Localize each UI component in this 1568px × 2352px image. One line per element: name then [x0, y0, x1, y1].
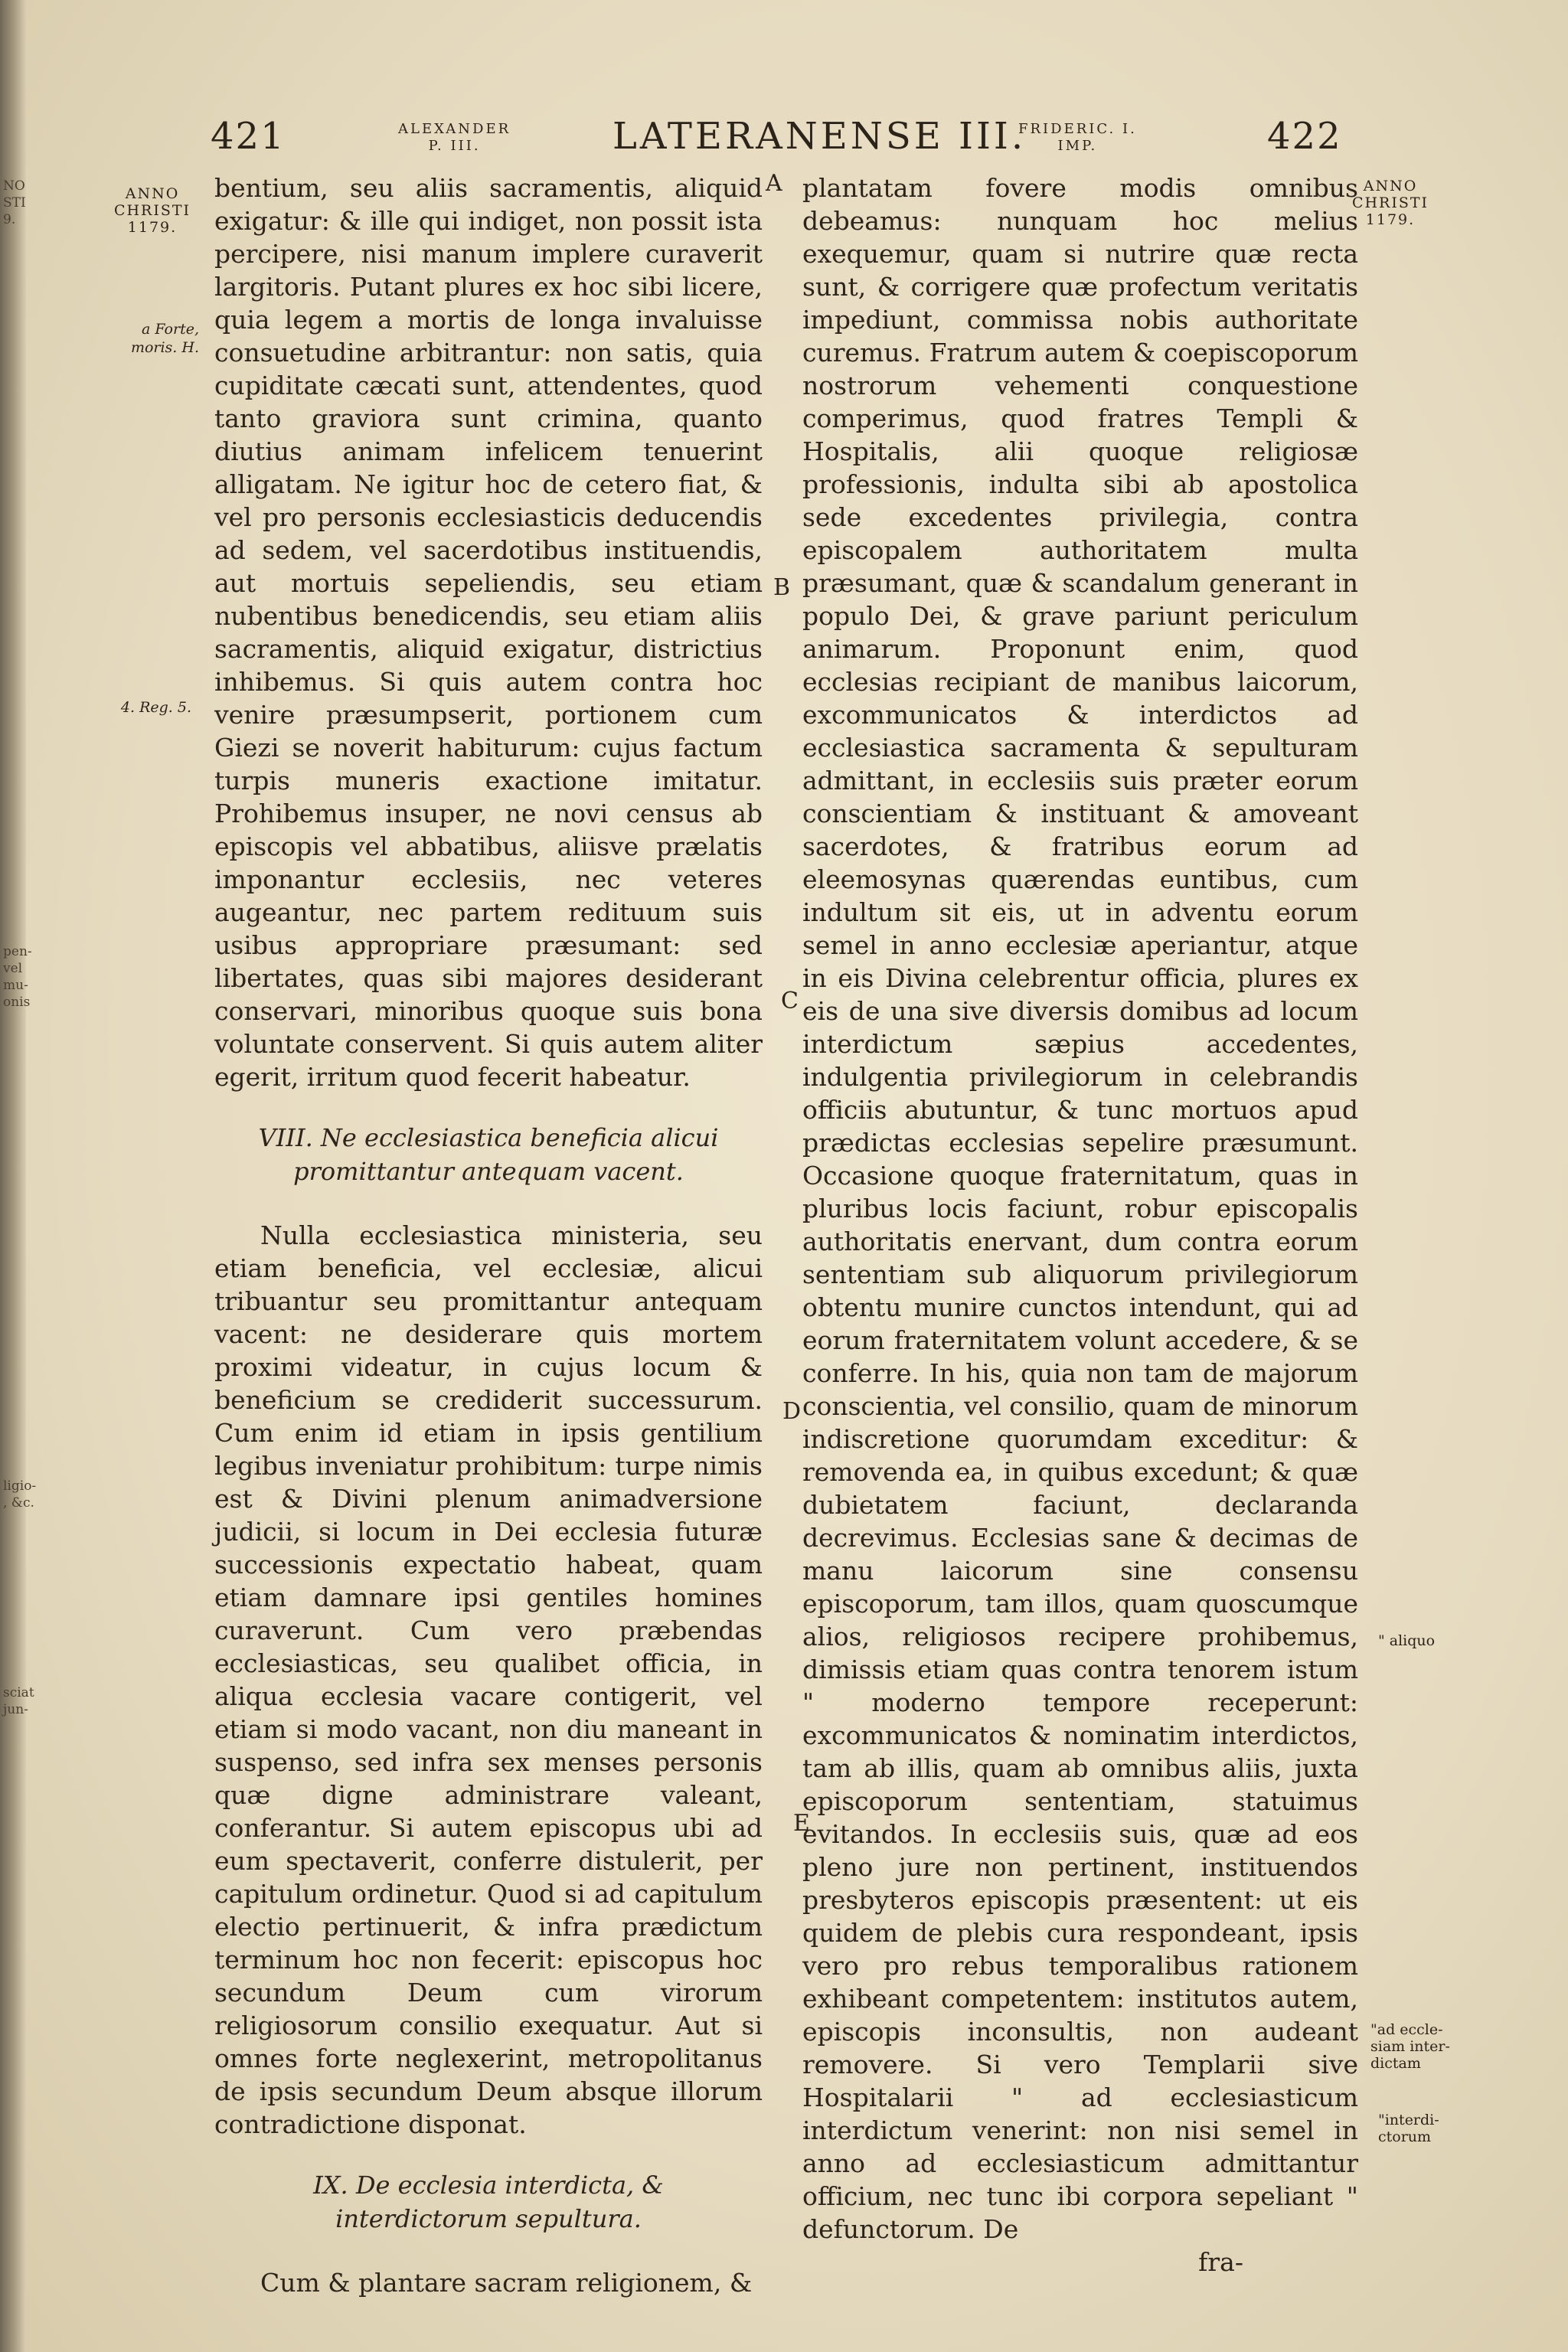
- left-paragraph-1: bentium, seu aliis sacramentis, aliquid exigatur: & ille qui indiget, non possit ista percipere, nisi manum implere curaverit largitoris. Putant plures ex hoc sibi licere, quia legem a mortis de longa invaluisse consuetudine arbitrantur: non satis, quia cupiditate cæcati sunt, attendentes, quod tanto graviora sunt crimina, quanto diutius animam infelicem tenuerint alligatam. Ne igitur hoc de cetero fiat, & vel pro personis ecclesiasticis deducendis ad sedem, vel sacerdotibus instituendis, aut mortuis sepeliendis, seu etiam nubentibus benedicendis, seu etiam aliis sacramentis, aliquid exigatur, districtius inhibemus. Si quis autem contra hoc venire præsumpserit, portionem cum Giezi se noverit habiturum: cujus factum turpis muneris exactione imitatur. Prohibemus insuper, ne novi census ab episcopis vel abbatibus, aliisve prælatis imponantur ecclesiis, nec veteres augeantur, nec partem redituum suis usibus appropriare præsumant: sed libertates, quas sibi majores desiderant conservari, minoribus quoque suis bona voluntate conservent. Si quis autem aliter egerit, irritum quod fecerit habeatur.: [214, 173, 763, 1092]
- margin-anno-left: ANNO CHRISTI 1179.: [113, 185, 191, 236]
- catchword: fra-: [1198, 2247, 1243, 2277]
- prev-page-margin-mid1: pen- vel mu- onis: [3, 944, 32, 1010]
- section-letter-d: D: [782, 1398, 802, 1425]
- chapter-heading-ix: IX. De ecclesia interdicta, & interdictorum sepultura.: [313, 2171, 664, 2233]
- right-column: [802, 172, 1358, 2278]
- margin-note-aliquo: " aliquo: [1378, 1632, 1436, 1649]
- margin-note-interdictorum: "interdi- ctorum: [1378, 2112, 1439, 2145]
- page-number-right: 422: [1267, 115, 1342, 158]
- running-title: LATERANENSE III.: [612, 115, 1027, 158]
- section-letter-a: A: [766, 170, 782, 197]
- margin-note-ad-ecclesiam: "ad eccle- siam inter- dictam: [1370, 2021, 1450, 2072]
- chapter-heading-viii: VIII. Ne ecclesiastica beneficia alicui promittantur antequam vacent.: [258, 1123, 719, 1186]
- running-head-left: ALEXANDER P. III.: [398, 121, 511, 154]
- page-number-left: 421: [211, 115, 286, 158]
- section-letter-b: B: [773, 574, 791, 601]
- left-paragraph-3: Cum & plantare sacram religionem, &: [260, 2268, 753, 2298]
- right-paragraph-1: plantatam fovere modis omnibus debeamus: nunquam hoc melius exequemur, quam si nutrire quæ recta sunt, & corrigere quæ profectum veritatis impediunt, commissa nobis authoritate curemus. Fratrum autem & coepiscoporum nostrorum vehementi conquestione comperimus, quod fratres Templi & Hospitalis, alii quoque religiosæ professionis, indulta sibi ab apostolica sede excedentes privilegia, contra episcopalem authoritatem multa præsumant, quæ & scandalum generant in populo Dei, & grave pariunt periculum animarum. Proponunt enim, quod ecclesias recipiant de manibus laicorum, excommunicatos & interdictos ad ecclesiastica sacramenta & sepulturam admittant, in ecclesiis suis præter eorum conscientiam & instituant & amoveant sacerdotes, & fratribus eorum ad eleemosynas quærendas euntibus, cum indultum sit eis, ut in adventu eorum semel in anno ecclesiæ aperiantur, atque in eis Divina celebrentur officia, plures ex eis de una sive diversis domibus ad locum interdictum sæpius accedentes, indulgentia privilegiorum in celebrandis officiis abutuntur, & tunc mortuos apud prædictas ecclesias sepelire præsumunt. Occasione quoque fraternitatum, quas in pluribus locis faciunt, robur episcopalis authoritatis enervant, dum contra eorum sententiam sub aliquorum privilegiorum obtentu munire cunctos intendunt, qui ad eorum fraternitatem volunt accedere, & se conferre. In his, quia non tam de majorum conscientia, vel consilio, quam de minorum indiscretione quorumdam exceditur: & removenda ea, in quibus excedunt; & quæ dubietatem faciunt, declaranda decrevimus. Ecclesias sane & decimas de manu laicorum sine consensu episcoporum, tam illos, quam quoscumque alios, religiosos recipere prohibemus, dimissis etiam quas contra tenorem istum " moderno tempore receperunt: excommunicatos & nominatim interdictos, tam ab illis, quam ab omnibus aliis, juxta episcoporum sententiam, statuimus evitandos. In ecclesiis suis, quæ ad eos pleno jure non pertinent, instituendos presbyteros episcopis præsentent: ut eis quidem de plebis cura respondeant, ipsis vero pro rebus temporalibus rationem exhibeant competentem: institutos autem, episcopis inconsultis, non audeant removere. Si vero Templarii sive Hospitalarii " ad ecclesiasticum interdictum venerint: non nisi semel in anno ad ecclesiasticum admittantur officium, nec tunc ibi corpora sepeliant " defunctorum. De: [802, 173, 1358, 2244]
- margin-note-a: a Forte, moris. H.: [130, 321, 199, 356]
- margin-anno-right: ANNO CHRISTI 1179.: [1351, 178, 1429, 228]
- margin-note-reg: 4. Reg. 5.: [120, 699, 191, 716]
- previous-page-edge: [0, 0, 26, 2352]
- section-letter-c: C: [781, 988, 799, 1014]
- left-paragraph-2: Nulla ecclesiastica ministeria, seu etiam beneficia, vel ecclesiæ, alicui tribuantur seu promittantur antequam vacent: ne desiderare quis mortem proximi videatur, in cujus locum & beneficium se crediderit successurum. Cum enim id etiam in ipsis gentilium legibus inveniatur prohibitum: turpe nimis est & Divini plenum animadversione judicii, si locum in Dei ecclesia futuræ successionis expectatio habeat, quam etiam damnare ipsi gentiles homines curaverunt. Cum vero præbendas ecclesiasticas, seu qualibet officia, in aliqua ecclesia vacare contigerit, vel etiam si modo vacant, non diu maneant in suspenso, sed infra sex menses personis quæ digne administrare valeant, conferantur. Si autem episcopus ubi ad eum spectaverit, conferre distulerit, per capitulum ordinetur. Quod si ad capitulum electio pertinuerit, & infra prædictum terminum hoc non fecerit: episcopus hoc secundum Deum cum virorum religiosorum consilio exequatur. Aut si omnes forte neglexerint, metropolitanus de ipsis secundum Deum absque illorum contradictione disponat.: [214, 1220, 763, 2139]
- section-letter-e: E: [793, 1810, 810, 1837]
- prev-page-margin-mid3: sciat jun-: [3, 1685, 34, 1717]
- left-column: [214, 172, 763, 2299]
- running-head-right: FRIDERIC. I. IMP.: [1018, 121, 1137, 154]
- prev-page-margin-mid2: ligio- , &c.: [3, 1478, 37, 1511]
- prev-page-margin-top: NO STI 9.: [3, 178, 26, 227]
